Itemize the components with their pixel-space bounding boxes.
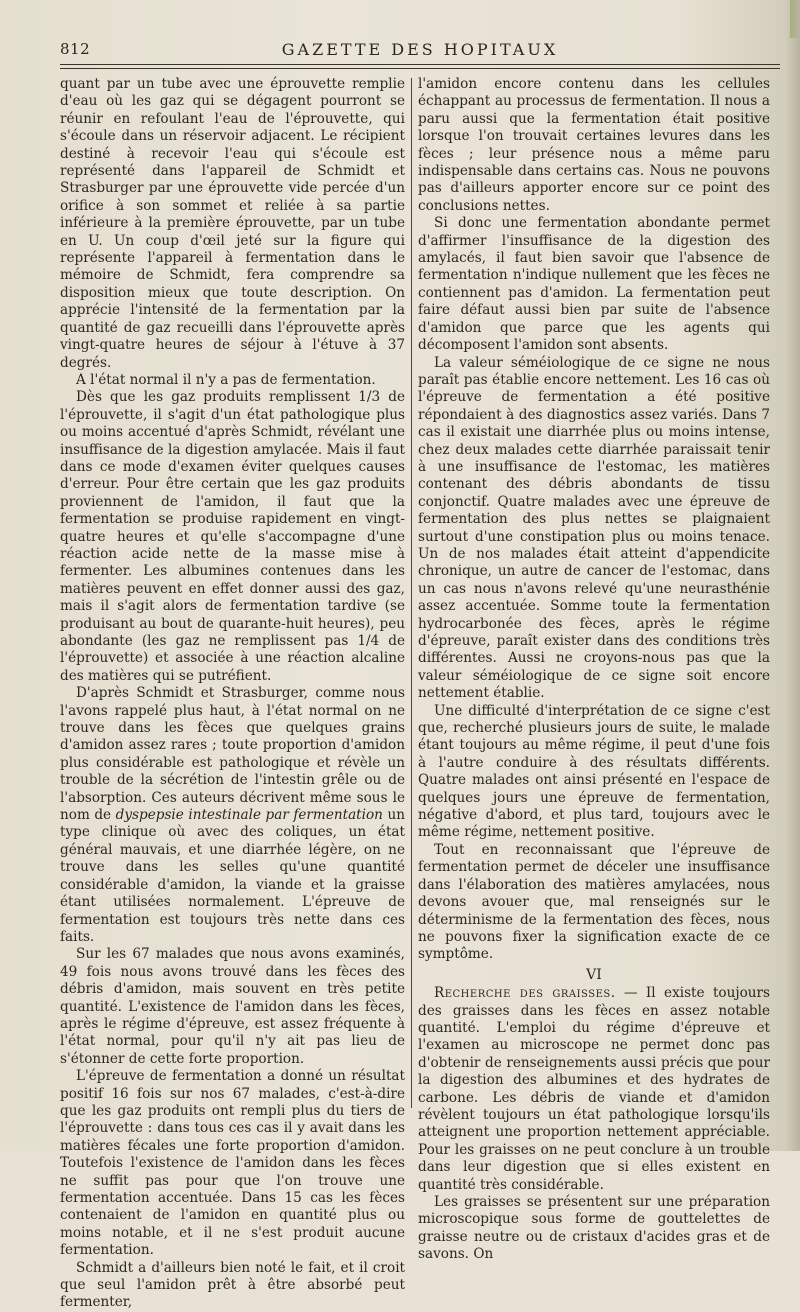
paragraph: L'épreuve de fermentation a donné un résultat positif 16 fois sur nos 67 malades, c'est-à-dire que les gaz produits ont rempli plus du tiers de l'éprouvette : dans tous ces cas il y avait dans les matières fécales une forte proportion d'amidon. Toutefois l'existence de l'amidon dans les fèces ne suffit pas pour que l'on trouve une fermentation accentuée. Dans 15 cas les fèces contenaient de l'amidon en quantité plus ou moins notable, et il ne s'est produit aucune fermentation. [60, 1068, 405, 1259]
paragraph [418, 985, 770, 1194]
running-title: GAZETTE DES HOPITAUX [281, 40, 559, 59]
paragraph: l'amidon encore contenu dans les cellules échappant au processus de fermentation. Il nous a paru aussi que la fermentation était positive lorsque l'on trouvait certaines levures dans les fèces ; leur présence nous a même paru indispensable dans certains cas. Nous ne pouvons pas d'ailleurs apporter encore sur ce point des conclusions nettes. [418, 76, 770, 214]
header-rule-bottom [60, 68, 780, 69]
paragraph: Dès que les gaz produits remplissent 1/3 de l'éprouvette, il s'agit d'un état pathologique plus ou moins accentué d'après Schmidt, révélant une insuffisance de la digestion amylacée. Mais il faut dans ce mode d'examen éviter quelques causes d'erreur. Pour être certain que les gaz produits proviennent de l'amidon, il faut que la fermentation se produise rapidement en vingt-quatre heures et qu'elle s'accompagne d'une réaction acide nette de la masse mise à fermenter. Les albumines contenues dans les matières peuvent en effet donner aussi des gaz, mais il s'agit alors de fermentation tardive (se produisant au bout de quarante-huit heures), peu abondante (les gaz ne remplissent pas 1/4 de l'éprouvette) et associée à une réaction alcaline des matières qui se putréfient. [60, 389, 405, 684]
header-rule-top [60, 64, 780, 65]
paragraph: Schmidt a d'ailleurs bien noté le fait, et il croit que seul l'amidon prêt à être absorbé peut fermenter, [60, 1259, 405, 1311]
paragraph: A l'état normal il n'y a pas de fermentation. [76, 371, 376, 388]
paragraph: Sur les 67 malades que nous avons examinés, 49 fois nous avons trouvé dans les fèces des débris d'amidon, mais souvent en très petite quantité. L'existence de l'amidon dans les fèces, après le régime d'épreuve, est assez fréquente à l'état normal, pour qu'il n'y ait pas lieu de s'étonner de cette forte proportion. [60, 946, 405, 1067]
column-divider [411, 78, 412, 1108]
page-number: 812 [60, 40, 91, 58]
section-number: VI [586, 966, 602, 983]
paragraph-text: D'après Schmidt et Strasburger, comme nous l'avons rappelé plus haut, à l'état normal on ne trouve dans les fèces que quelques grains d'amidon assez rares ; toute proportion d'amidon plus considérable est pathologique et révèle un trouble de la sécrétion de l'intestin grêle ou de l'absorption. Ces auteurs décrivent même sous le nom de [60, 685, 405, 824]
paragraph: Les graisses se présentent sur une préparation microscopique sous forme de gouttelettes de graisse neutre ou de cristaux d'acides gras et de savons. On [418, 1194, 770, 1263]
paragraph: Tout en reconnaissant que l'épreuve de fermentation permet de déceler une insuffisance dans l'élaboration des matières amylacées, nous devons avouer que, mal renseignés sur le déterminisme de la fermentation des fèces, nous ne pouvons fixer la signification exacte de ce symptôme. [418, 841, 770, 963]
paragraph [60, 685, 405, 946]
page-header [60, 40, 780, 62]
paragraph: Une difficulté d'interprétation de ce signe c'est que, recherché plusieurs jours de suite, le malade étant toujours au même régime, il peut d'une fois à l'autre conduire à des résultats différents. Quatre malades ont ainsi présenté en l'espace de quelques jours une épreuve de fermentation, négative d'abord, et plus tard, toujours avec le même régime, nettement positive. [418, 702, 770, 841]
section-heading: Recherche des graisses. [434, 985, 616, 1002]
italic-term: dyspepsie intestinale par fermentation [115, 807, 383, 824]
right-column [418, 76, 770, 1264]
paragraph: Si donc une fermentation abondante permet d'affirmer l'insuffisance de la digestion des amylacés, il faut bien savoir que l'absence de fermentation n'indique nullement que les fèces ne contiennent pas d'amidon. La fermentation peut faire défaut aussi bien par suite de l'absence d'amidon que parce que les agents qui décomposent l'amidon sont absents. [418, 215, 770, 354]
paragraph: quant par un tube avec une éprouvette remplie d'eau où les gaz qui se dégagent pourront se réunir en refoulant l'eau de l'éprouvette, qui s'écoule dans un réservoir adjacent. Le récipient destiné à recevoir l'eau qui s'écoule est représenté dans l'appareil de Schmidt et Strasburger par une éprouvette vide percée d'un orifice à son sommet et reliée à sa partie inférieure à la première éprouvette, par un tube en U. Un coup d'œil jeté sur la figure qui représente l'appareil à fermentation dans le mémoire de Schmidt, fera comprendre sa disposition mieux que toute description. On apprécie l'intensité de la fermentation par la quantité de gaz recueilli dans l'éprouvette après vingt-quatre heures de séjour à l'étuve à 37 degrés. [60, 76, 405, 371]
paragraph-text: — Il existe toujours des graisses dans les fèces en assez notable quantité. L'emploi du régime d'épreuve et l'examen au microscope ne permet donc pas d'obtenir de renseignements aussi précis que pour la digestion des albumines et des hydrates de carbone. Les débris de viande et d'amidon révèlent toujours un état pathologique lorsqu'ils atteignent une proportion nettement appréciable. Pour les graisses on ne peut conclure à un trouble dans leur digestion que si elles existent en quantité très considérable. [418, 985, 770, 1193]
paragraph: La valeur séméiologique de ce signe ne nous paraît pas établie encore nettement. Les 16 cas où l'épreuve de fermentation a été positive répondaient à des diagnostics assez variés. Dans 7 cas il existait une diarrhée plus ou moins intense, chez deux malades cette diarrhée paraissait tenir à une insuffisance de l'estomac, les matières contenant des débris abondants de tissu conjonctif. Quatre malades avec une épreuve de fermentation des plus nettes se plaignaient surtout d'une constipation plus ou moins tenace. Un de nos malades était atteint d'appendicite chronique, un autre de cancer de l'estomac, dans un cas nous n'avons relevé qu'une neurasthénie assez accentuée. Somme toute la fermentation hydrocarbonée des fèces, après le régime d'épreuve, paraît exister dans des conditions très différentes. Aussi ne croyons-nous pas que la valeur séméiologique de ce signe soit encore nettement établie. [418, 354, 770, 702]
page-edge-shadow [786, 0, 800, 1151]
left-column [60, 76, 405, 1312]
paragraph-text: un type clinique où avec des coliques, un état général mauvais, et une diarrhée légère, on ne trouve dans les selles qu'une quantité considérable d'amidon, la viande et la graisse étant utilisées normalement. L'épreuve de fermentation est toujours très nette dans ces faits. [60, 807, 405, 945]
